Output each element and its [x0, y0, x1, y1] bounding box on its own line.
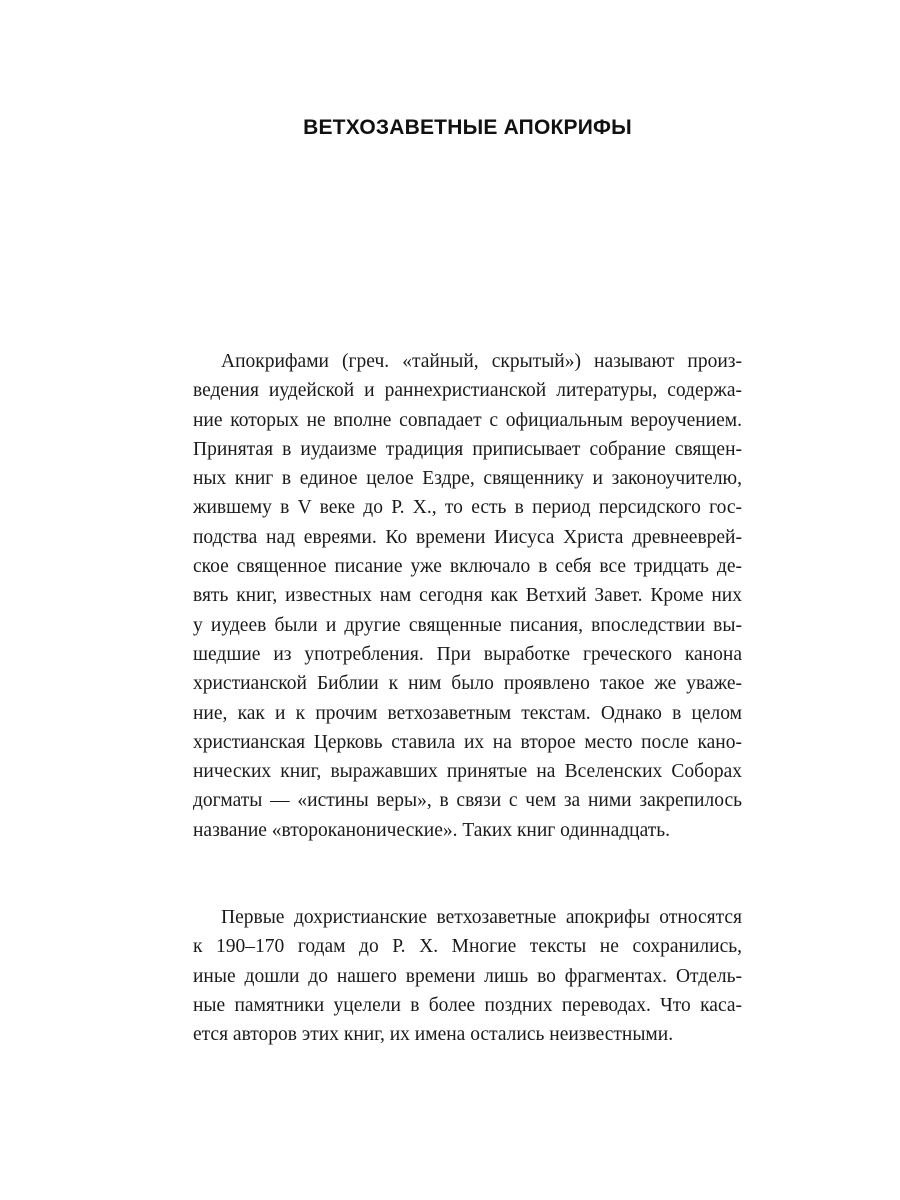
- text-line: ние которых не вполне совпадает с официальным вероучением.: [193, 409, 742, 431]
- paragraph-2: [193, 903, 742, 1049]
- text-line: ское священное писание уже включало в себя все тридцать де-: [193, 556, 742, 578]
- text-line: у иудеев были и другие священные писания, впоследствии вы-: [193, 614, 742, 636]
- text-line: иные дошли до нашего времени лишь во фрагментах. Отдель-: [193, 965, 742, 987]
- text-line: ется авторов этих книг, их имена остались неизвестными.: [193, 1024, 674, 1046]
- text-line: христианской Библии к ним было проявлено такое же уваже-: [193, 673, 742, 695]
- text-line: ных книг в единое целое Ездре, священнику и законоучителю,: [193, 468, 742, 490]
- text-line: нических книг, выражавших принятые на Вселенских Соборах: [193, 761, 742, 783]
- text-line: догматы — «истины веры», в связи с чем за ними закрепилось: [193, 790, 742, 812]
- text-line: ведения иудейской и раннехристианской литературы, содержа-: [193, 380, 742, 402]
- text-line: ние, как и к прочим ветхозаветным текстам. Однако в целом: [193, 702, 742, 724]
- text-line: вять книг, известных нам сегодня как Ветхий Завет. Кроме них: [193, 585, 742, 607]
- text-line: Апокрифами (греч. «тайный, скрытый») называют произ-: [221, 351, 742, 372]
- page-title: ВЕТХОЗАВЕТНЫЕ АПОКРИФЫ: [303, 116, 632, 139]
- text-line: жившему в V веке до Р. Х., то есть в период персидского гос-: [193, 497, 742, 519]
- text-line: христианская Церковь ставила их на второе место после кано-: [193, 731, 742, 753]
- text-line: Первые дохристианские ветхозаветные апокрифы относятся: [221, 907, 742, 928]
- text-line: к 190–170 годам до Р. Х. Многие тексты не сохранились,: [193, 936, 742, 958]
- text-line: подства над евреями. Ко времени Иисуса Христа древнееврей-: [193, 526, 742, 548]
- text-line: ные памятники уцелели в более поздних переводах. Что каса-: [193, 994, 742, 1016]
- text-line: Принятая в иудаизме традиция приписывает собрание священ-: [193, 438, 742, 460]
- paragraph-1: [193, 347, 742, 845]
- text-line: название «второканонические». Таких книг одиннадцать.: [193, 819, 671, 841]
- text-line: шедшие из употребления. При выработке греческого канона: [193, 643, 742, 665]
